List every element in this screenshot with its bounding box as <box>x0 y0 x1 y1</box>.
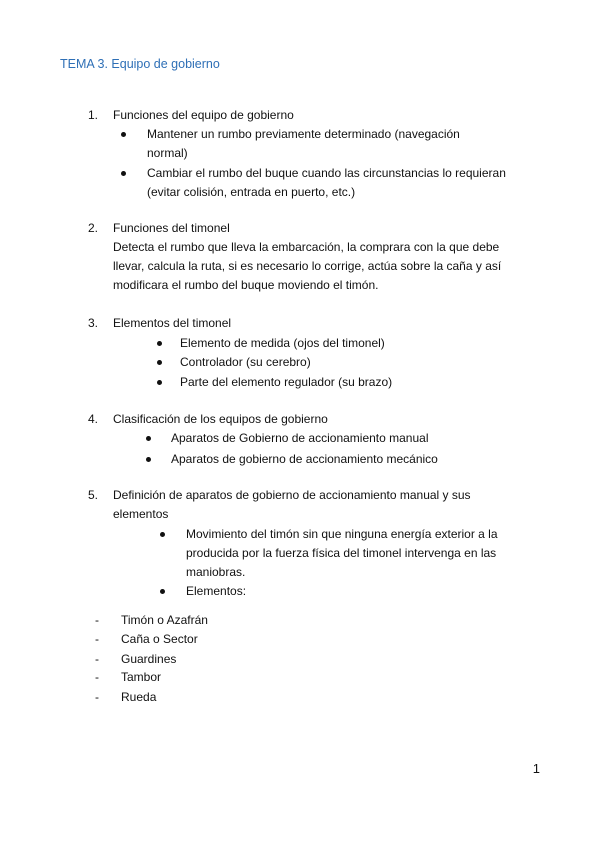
list-item: Guardines <box>121 652 177 666</box>
list-item: Tambor <box>121 670 162 684</box>
section-title: Elementos del timonel <box>113 316 232 330</box>
bullet-text: Cambiar el rumbo del buque cuando las circunstancias lo requieran <box>147 166 506 180</box>
section-number: 3. <box>87 316 98 330</box>
bullet-icon <box>157 360 162 365</box>
bullet-text: Controlador (su cerebro) <box>180 355 311 369</box>
bullet-icon <box>121 171 126 176</box>
section-title: Funciones del timonel <box>113 221 230 235</box>
bullet-text: Aparatos de gobierno de accionamiento mecánico <box>171 452 438 466</box>
bullet-text: Movimiento del timón sin que ninguna energía exterior a la <box>186 527 498 541</box>
paragraph-line: modificara el rumbo del buque moviendo el timón. <box>113 278 379 292</box>
bullet-icon <box>146 436 151 441</box>
dash-marker: - <box>95 670 99 684</box>
dash-marker: - <box>95 652 99 666</box>
dash-marker: - <box>95 690 99 704</box>
section-number: 5. <box>87 488 98 502</box>
bullet-text: Aparatos de Gobierno de accionamiento manual <box>171 431 429 445</box>
document-heading: TEMA 3. Equipo de gobierno <box>60 57 220 71</box>
list-item: Timón o Azafrán <box>121 613 208 627</box>
list-item: Caña o Sector <box>121 632 198 646</box>
bullet-text: (evitar colisión, entrada en puerto, etc.) <box>147 185 356 199</box>
bullet-icon <box>157 341 162 346</box>
section-title: Clasificación de los equipos de gobierno <box>113 412 328 426</box>
dash-marker: - <box>95 613 99 627</box>
bullet-icon <box>146 457 151 462</box>
section-title: elementos <box>113 507 169 521</box>
bullet-icon <box>121 132 126 137</box>
paragraph-line: Detecta el rumbo que lleva la embarcación, la comprara con la que debe <box>113 240 500 254</box>
section-title: Definición de aparatos de gobierno de accionamiento manual y sus <box>113 488 471 502</box>
bullet-icon <box>160 532 165 537</box>
bullet-icon <box>160 589 165 594</box>
section-title: Funciones del equipo de gobierno <box>113 108 294 122</box>
paragraph-line: llevar, calcula la ruta, si es necesario lo corrige, actúa sobre la caña y así <box>113 259 502 273</box>
bullet-text: Mantener un rumbo previamente determinado (navegación <box>147 127 460 141</box>
bullet-text: producida por la fuerza física del timonel intervenga en las <box>186 546 497 560</box>
section-number: 1. <box>87 108 98 122</box>
bullet-text: normal) <box>147 146 188 160</box>
bullet-text: Elementos: <box>186 584 247 598</box>
dash-marker: - <box>95 632 99 646</box>
bullet-text: Elemento de medida (ojos del timonel) <box>180 336 385 350</box>
bullet-icon <box>157 380 162 385</box>
page-number: 1 <box>532 761 540 776</box>
list-item: Rueda <box>121 690 157 704</box>
section-number: 2. <box>87 221 98 235</box>
section-number: 4. <box>87 412 98 426</box>
bullet-text: Parte del elemento regulador (su brazo) <box>180 375 393 389</box>
bullet-text: maniobras. <box>186 565 246 579</box>
